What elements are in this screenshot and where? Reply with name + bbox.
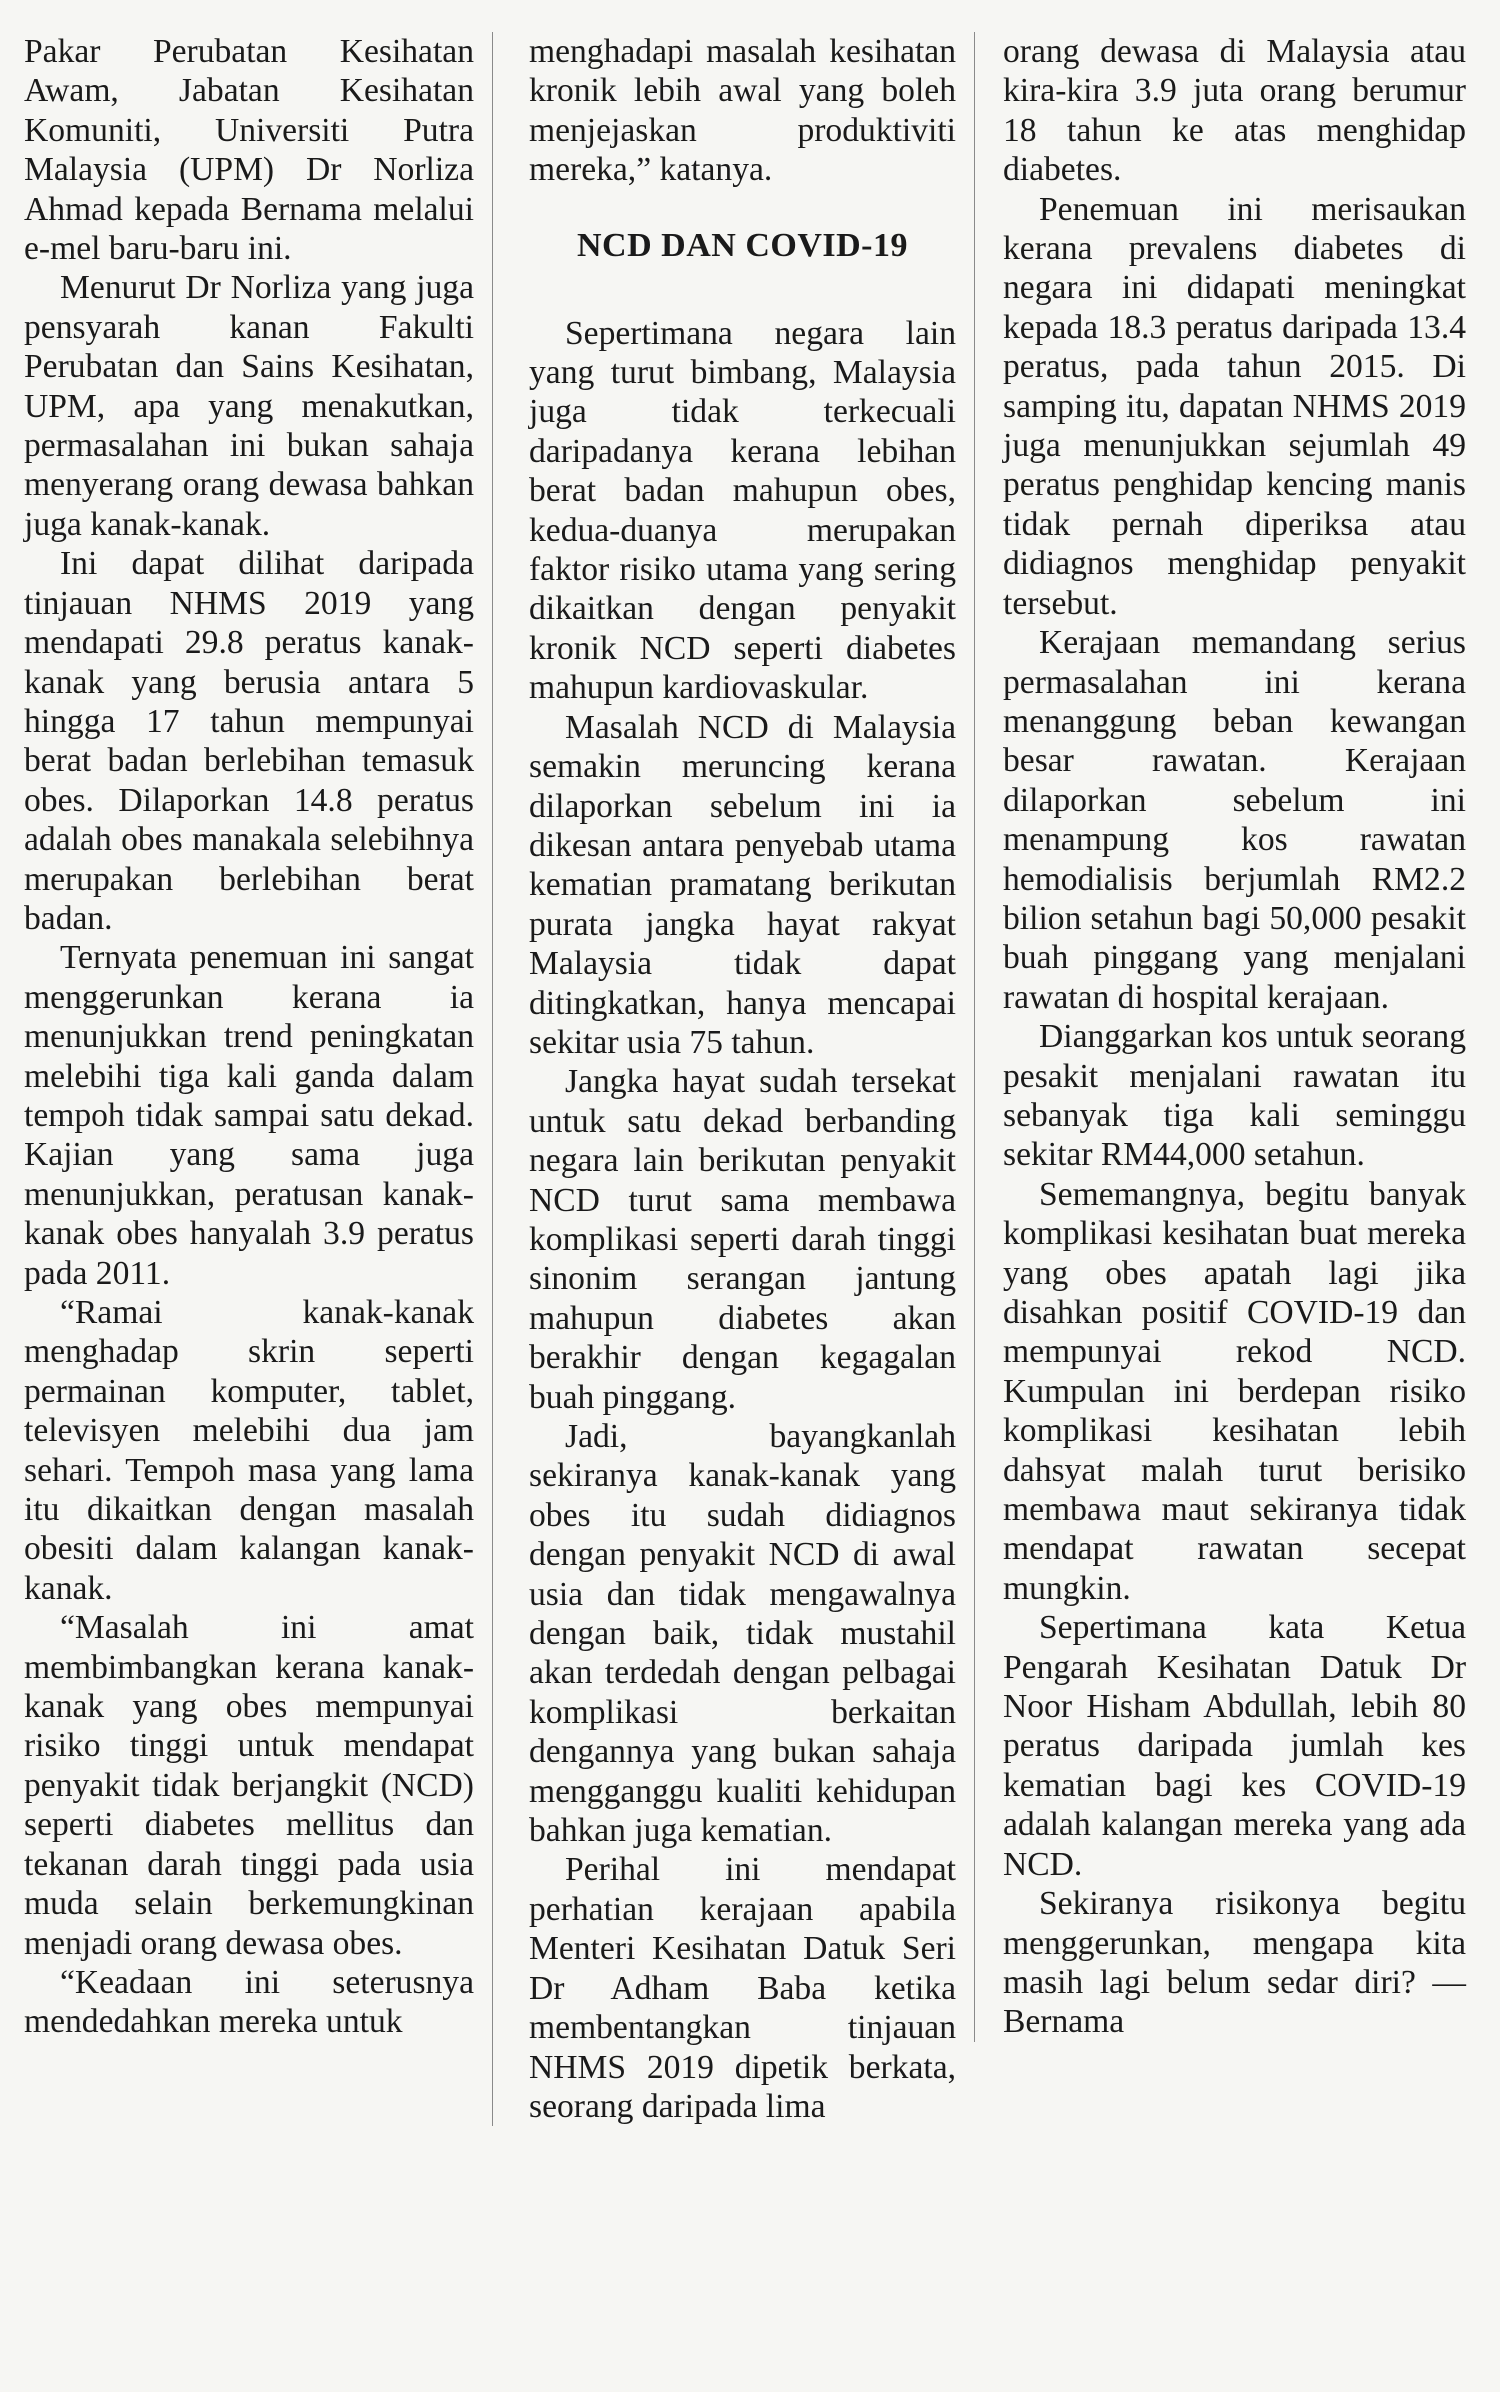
paragraph: Dianggarkan kos untuk seorang pesakit menjalani rawatan itu sebanyak tiga kali seminggu sekitar RM44,000 setahun.: [1003, 1018, 1466, 1174]
paragraph: menghadapi masalah kesihatan kronik lebih awal yang boleh menjejaskan produktiviti mereka,” katanya.: [529, 33, 956, 189]
paragraph: orang dewasa di Malaysia atau kira-kira 3.9 juta orang berumur 18 tahun ke atas menghidap diabetes.: [1003, 33, 1466, 189]
paragraph: Jadi, bayangkanlah sekiranya kanak-kanak yang obes itu sudah didiagnos dengan penyakit NCD di awal usia dan tidak mengawalnya dengan baik, tidak mustahil akan terdedah dengan pelbagai komplikasi berkaitan dengannya yang bukan sahaja mengganggu kualiti kehidupan bahkan juga kematian.: [529, 1418, 956, 1850]
paragraph: “Masalah ini amat membimbangkan kerana kanak-kanak yang obes mempunyai risiko tinggi untuk mendapat penyakit tidak berjangkit (NCD) seperti diabetes mellitus dan tekanan darah tinggi pada usia muda selain berkemungkinan menjadi orang dewasa obes.: [24, 1609, 474, 1962]
column-1: [24, 32, 492, 2042]
paragraph: Penemuan ini merisaukan kerana prevalens diabetes di negara ini didapati meningkat kepada 18.3 peratus daripada 13.4 peratus, pada tahun 2015. Di samping itu, dapatan NHMS 2019 juga menunjukkan sejumlah 49 peratus penghidap kencing manis tidak pernah diperiksa atau didiagnos menghidap penyakit tersebut.: [1003, 190, 1466, 622]
paragraph: Sekiranya risikonya begitu menggerunkan, mengapa kita masih lagi belum sedar diri? — Bernama: [1003, 1885, 1466, 2041]
paragraph: Menurut Dr Norliza yang juga pensyarah kanan Fakulti Perubatan dan Sains Kesihatan, UPM, apa yang menakutkan, permasalahan ini bukan sahaja menyerang orang dewasa bahkan juga kanak-kanak.: [24, 269, 474, 543]
section-heading: NCD DAN COVID-19: [577, 226, 908, 264]
paragraph: Sepertimana kata Ketua Pengarah Kesihatan Datuk Dr Noor Hisham Abdullah, lebih 80 peratus daripada jumlah kes kematian bagi kes COVID-19 adalah kalangan mereka yang ada NCD.: [1003, 1609, 1466, 1883]
column-3: [974, 32, 1478, 2042]
article-columns: [24, 32, 1478, 2126]
paragraph: Sepertimana negara lain yang turut bimbang, Malaysia juga tidak terkecuali daripadanya kerana lebihan berat badan mahupun obes, kedua-duanya merupakan faktor risiko utama yang sering dikaitkan dengan penyakit kronik NCD seperti diabetes mahupun kardiovaskular.: [529, 314, 956, 707]
paragraph: Ternyata penemuan ini sangat menggerunkan kerana ia menunjukkan trend peningkatan melebihi tiga kali ganda dalam tempoh tidak sampai satu dekad. Kajian yang sama juga menunjukkan, peratusan kanak-kanak obes hanyalah 3.9 peratus pada 2011.: [24, 939, 474, 1292]
paragraph: Pakar Perubatan Kesihatan Awam, Jabatan Kesihatan Komuniti, Universiti Putra Malaysia (UPM) Dr Norliza Ahmad kepada Bernama melalui e-mel baru-baru ini.: [24, 33, 474, 268]
paragraph: Kerajaan memandang serius permasalahan ini kerana menanggung beban kewangan besar rawatan. Kerajaan dilaporkan sebelum ini menampung kos rawatan hemodialisis berjumlah RM2.2 bilion setahun bagi 50,000 pesakit buah pinggang yang menjalani rawatan di hospital kerajaan.: [1003, 624, 1466, 1016]
paragraph: “Keadaan ini seterusnya mendedahkan mereka untuk: [24, 1963, 474, 2041]
column-2: [492, 32, 974, 2126]
paragraph: “Ramai kanak-kanak menghadap skrin seperti permainan komputer, tablet, televisyen melebihi dua jam sehari. Tempoh masa yang lama itu dikaitkan dengan masalah obesiti dalam kalangan kanak-kanak.: [24, 1294, 474, 1607]
paragraph: Perihal ini mendapat perhatian kerajaan apabila Menteri Kesihatan Datuk Seri Dr Adham Baba ketika membentangkan tinjauan NHMS 2019 dipetik berkata, seorang daripada lima: [529, 1851, 956, 2125]
paragraph: Jangka hayat sudah tersekat untuk satu dekad berbanding negara lain berikutan penyakit NCD turut sama membawa komplikasi seperti darah tinggi sinonim serangan jantung mahupun diabetes akan berakhir dengan kegagalan buah pinggang.: [529, 1063, 956, 1416]
paragraph: Ini dapat dilihat daripada tinjauan NHMS 2019 yang mendapati 29.8 peratus kanak-kanak yang berusia antara 5 hingga 17 tahun mempunyai berat badan berlebihan temasuk obes. Dilaporkan 14.8 peratus adalah obes manakala selebihnya merupakan berlebihan berat badan.: [24, 545, 474, 937]
paragraph: Sememangnya, begitu banyak komplikasi kesihatan buat mereka yang obes apatah lagi jika disahkan positif COVID-19 dan mempunyai rekod NCD. Kumpulan ini berdepan risiko komplikasi kesihatan lebih dahsyat malah turut berisiko membawa maut sekiranya tidak mendapat rawatan secepat mungkin.: [1003, 1175, 1466, 1607]
paragraph: Masalah NCD di Malaysia semakin meruncing kerana dilaporkan sebelum ini ia dikesan antara penyebab utama kematian pramatang berikutan purata jangka hayat rakyat Malaysia tidak dapat ditingkatkan, hanya mencapai sekitar usia 75 tahun.: [529, 708, 956, 1061]
